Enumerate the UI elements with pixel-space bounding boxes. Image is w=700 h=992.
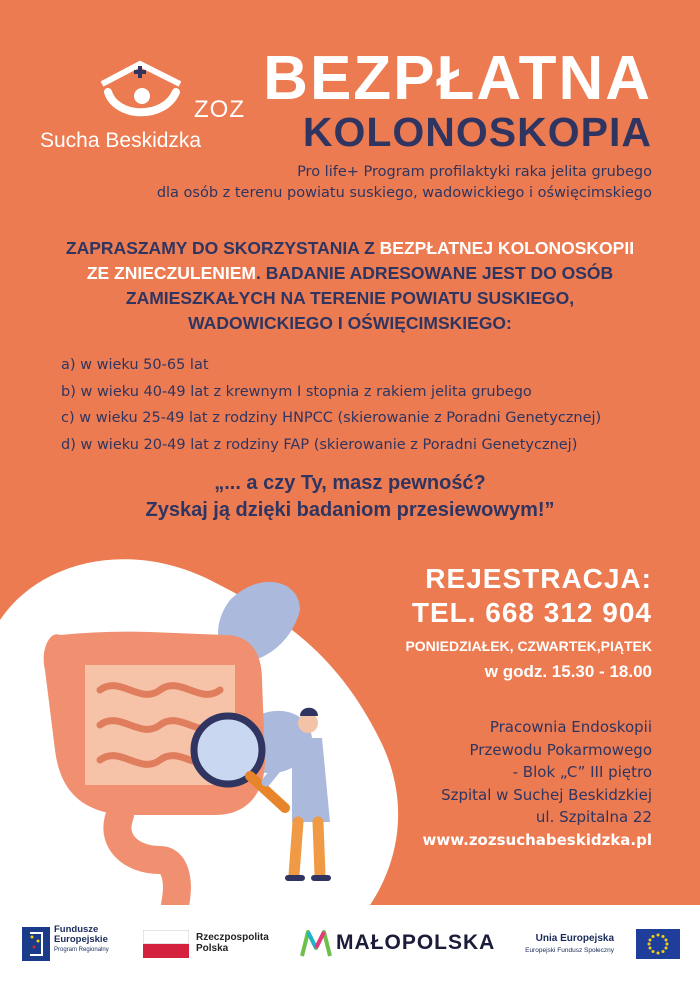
registration-days: PONIEDZIAŁEK, CZWARTEK,PIĄTEK <box>405 638 652 654</box>
rp-line-2: Polska <box>196 943 229 954</box>
rzeczpospolita-text <box>196 932 269 954</box>
intro-line-4: WADOWICKIEGO I OŚWIĘCIMSKIEGO: <box>188 313 512 333</box>
fe-line-3: Program Regionalny <box>54 947 109 953</box>
address-line: ul. Szpitalna 22 <box>535 808 652 826</box>
fundusze-europejskie-text <box>54 925 109 955</box>
rp-line-1: Rzeczpospolita <box>196 932 269 943</box>
registration-label: REJESTRACJA: <box>425 563 652 594</box>
ue-line-2: Europejski Fundusz Społeczny <box>525 947 614 954</box>
malopolska-logo-icon <box>300 928 332 960</box>
unia-europejska-text <box>525 933 614 957</box>
malopolska-text: MAŁOPOLSKA <box>336 931 496 954</box>
eligibility-list <box>61 352 601 458</box>
list-item: c) w wieku 25-49 lat z rodziny HNPCC (skierowanie z Poradni Genetycznej) <box>61 410 602 426</box>
logo-city-text: Sucha Beskidzka <box>40 129 202 152</box>
fe-line-1: Fundusze <box>54 924 99 935</box>
intro-highlight-2: ZE ZNIECZULENIEM <box>86 263 256 283</box>
intro-part-2: . BADANIE ADRESOWANE JEST DO OSÓB <box>256 263 614 283</box>
invitation-text <box>20 236 680 336</box>
zoz-cross-logo-icon <box>94 58 194 128</box>
slogan <box>20 470 680 524</box>
intro-line-3: ZAMIESZKAŁYCH NA TERENIE POWIATU SUSKIEGO, <box>125 288 575 308</box>
subtitle-line-2: dla osób z terenu powiatu suskiego, wadowickiego i oświęcimskiego <box>156 185 652 201</box>
address-line: Przewodu Pokarmowego <box>469 740 652 759</box>
subtitle-line-1: Pro life+ Program profilaktyki raka jelita grubego <box>297 164 652 180</box>
address-line: Pracownia Endoskopii <box>489 718 652 736</box>
website-link[interactable]: www.zozsuchabeskidzka.pl <box>422 830 652 849</box>
list-item: b) w wieku 40-49 lat z krewnym I stopnia z rakiem jelita grubego <box>61 383 532 400</box>
address-line: - Blok „C” III piętro <box>512 763 652 781</box>
registration-block <box>405 562 652 684</box>
illustration <box>0 540 440 905</box>
title-line-1: BEZPŁATNA <box>263 44 652 113</box>
registration-hours: w godz. 15.30 - 18.00 <box>484 662 652 681</box>
title-line-2: KOLONOSKOPIA <box>302 109 652 155</box>
zoz-logo <box>38 58 245 158</box>
intro-highlight-1: BEZPŁATNEJ KOLONOSKOPII <box>379 238 635 258</box>
ue-line-1: Unia Europejska <box>535 933 614 944</box>
intro-part-1: ZAPRASZAMY DO SKORZYSTANIA Z <box>65 238 380 258</box>
fundusze-europejskie-icon <box>22 927 50 961</box>
list-item: a) w wieku 50-65 lat <box>61 357 209 373</box>
eu-flag-icon <box>636 929 680 959</box>
address-block <box>423 716 652 851</box>
slogan-line-1: „... a czy Ty, masz pewność? <box>214 472 486 494</box>
polish-flag-icon <box>143 930 189 958</box>
intro-line-1 <box>20 236 680 261</box>
address-line: Szpital w Suchej Beskidzkiej <box>441 785 652 804</box>
intro-line-2 <box>20 261 680 286</box>
fe-line-2: Europejskie <box>54 934 108 945</box>
slogan-line-2: Zyskaj ją dzięki badaniom przesiewowym!” <box>145 499 555 521</box>
logo-zoz-text: ZOZ <box>194 96 245 123</box>
program-subtitle <box>157 162 652 204</box>
phone-number: TEL. 668 312 904 <box>411 597 652 628</box>
list-item: d) w wieku 20-49 lat z rodziny FAP (skierowanie z Poradni Genetycznej) <box>61 436 578 453</box>
